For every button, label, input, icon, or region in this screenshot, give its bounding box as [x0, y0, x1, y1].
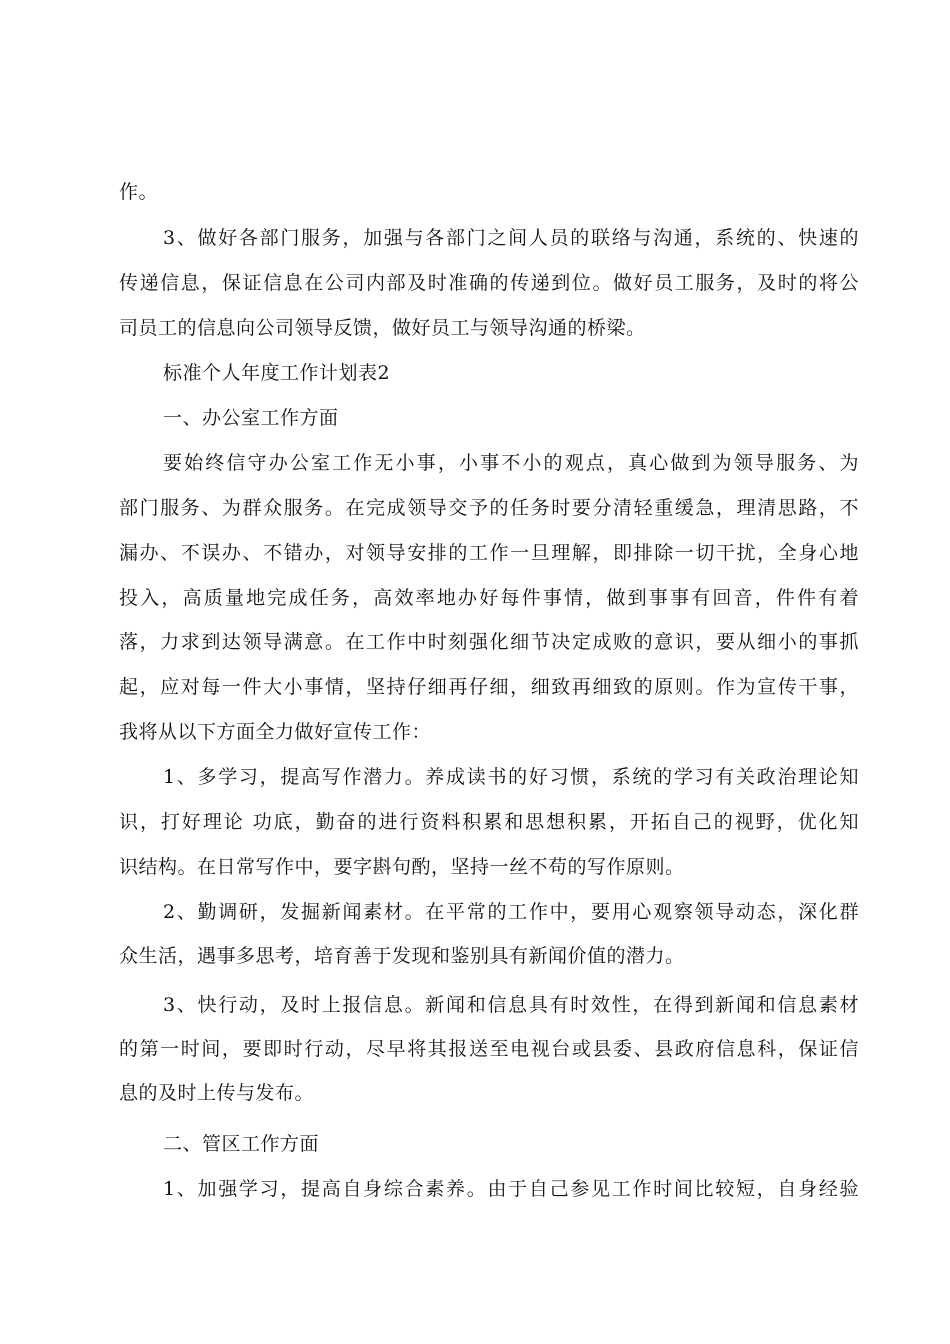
text-line: 我将从以下方面全力做好宣传工作： — [119, 721, 432, 743]
text-line: 识，打好理论 功底，勤奋的进行资料积累和思想积累，开拓自己的视野，优化知 — [119, 811, 859, 833]
text-line: 要始终信守办公室工作无小事，小事不小的观点，真心做到为领导服务、为 — [163, 452, 859, 474]
text-line: 投入，高质量地完成任务，高效率地办好每件事情，做到事事有回音，件件有着 — [119, 587, 859, 609]
section-heading: 一、办公室工作方面 — [163, 407, 339, 429]
text-line: 1、多学习，提高写作潜力。养成读书的好习惯，系统的学习有关政治理论知 — [163, 766, 859, 788]
text-line: 众生活，遇事多思考，培育善于发现和鉴别具有新闻价值的潜力。 — [119, 945, 685, 967]
text-line: 3、做好各部门服务，加强与各部门之间人员的联络与沟通，系统的、快速的 — [163, 227, 859, 249]
text-line: 识结构。在日常写作中，要字斟句酌，坚持一丝不苟的写作原则。 — [119, 856, 685, 878]
text-line: 司员工的信息向公司领导反馈，做好员工与领导沟通的桥梁。 — [119, 317, 646, 339]
text-line: 起，应对每一件大小事情，坚持仔细再仔细，细致再细致的原则。作为宣传干事， — [119, 676, 859, 698]
section-heading: 二、管区工作方面 — [163, 1133, 320, 1155]
text-line: 1、加强学习，提高自身综合素养。由于自己参见工作时间比较短，自身经验 — [163, 1178, 859, 1200]
text-line: 2、勤调研，发掘新闻素材。在平常的工作中，要用心观察领导动态，深化群 — [163, 901, 859, 923]
text-line: 漏办、不误办、不错办，对领导安排的工作一旦理解，即排除一切干扰，全身心地 — [119, 542, 859, 564]
text-line: 息的及时上传与发布。 — [119, 1082, 315, 1104]
text-line: 的第一时间，要即时行动，尽早将其报送至电视台或县委、县政府信息科，保证信 — [119, 1038, 859, 1060]
text-line: 落，力求到达领导满意。在工作中时刻强化细节决定成败的意识，要从细小的事抓 — [119, 631, 859, 653]
section-title: 标准个人年度工作计划表2 — [163, 362, 391, 384]
text-line: 作。 — [119, 181, 159, 203]
text-line: 3、快行动，及时上报信息。新闻和信息具有时效性，在得到新闻和信息素材 — [163, 994, 859, 1016]
text-line: 传递信息，保证信息在公司内部及时准确的传递到位。做好员工服务，及时的将公 — [119, 272, 859, 294]
text-line: 部门服务、为群众服务。在完成领导交予的任务时要分清轻重缓急，理清思路，不 — [119, 497, 859, 519]
